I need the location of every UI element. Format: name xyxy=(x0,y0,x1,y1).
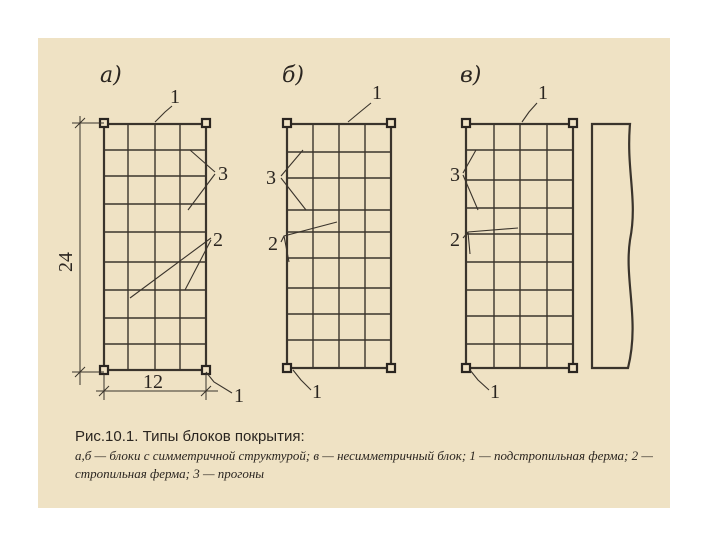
panel-label-v: в) xyxy=(460,63,482,88)
caption-text: а,б — блоки с симметричной структурой; в — несимметричный блок; 1 — подстропильная ферма; 2 — стропильная ферма; 3 — прогоны xyxy=(75,448,653,481)
figure-caption xyxy=(75,428,665,483)
callout-1-bottom-a: 1 xyxy=(234,385,244,407)
callout-1-top-v: 1 xyxy=(538,82,548,104)
block-a xyxy=(100,119,210,374)
panel-label-a: а) xyxy=(100,63,122,88)
dimension-12: 12 xyxy=(143,371,163,393)
callout-2-b: 2 xyxy=(268,233,278,255)
callout-2-a: 2 xyxy=(213,229,223,251)
block-b xyxy=(283,119,395,372)
block-v xyxy=(462,119,633,372)
callout-1-bottom-v: 1 xyxy=(490,381,500,403)
callout-3-b: 3 xyxy=(266,167,276,189)
callout-2-v: 2 xyxy=(450,229,460,251)
callout-3-a: 3 xyxy=(218,163,228,185)
adjacent-block-break xyxy=(592,124,633,368)
dimension-24: 24 xyxy=(55,252,77,272)
callout-3-v: 3 xyxy=(450,164,460,186)
caption-title: Рис.10.1. Типы блоков покрытия: xyxy=(75,428,305,445)
panel-label-b: б) xyxy=(282,63,305,88)
callout-1-top-b: 1 xyxy=(372,82,382,104)
callout-1-top-a: 1 xyxy=(170,86,180,108)
callout-1-bottom-b: 1 xyxy=(312,381,322,403)
